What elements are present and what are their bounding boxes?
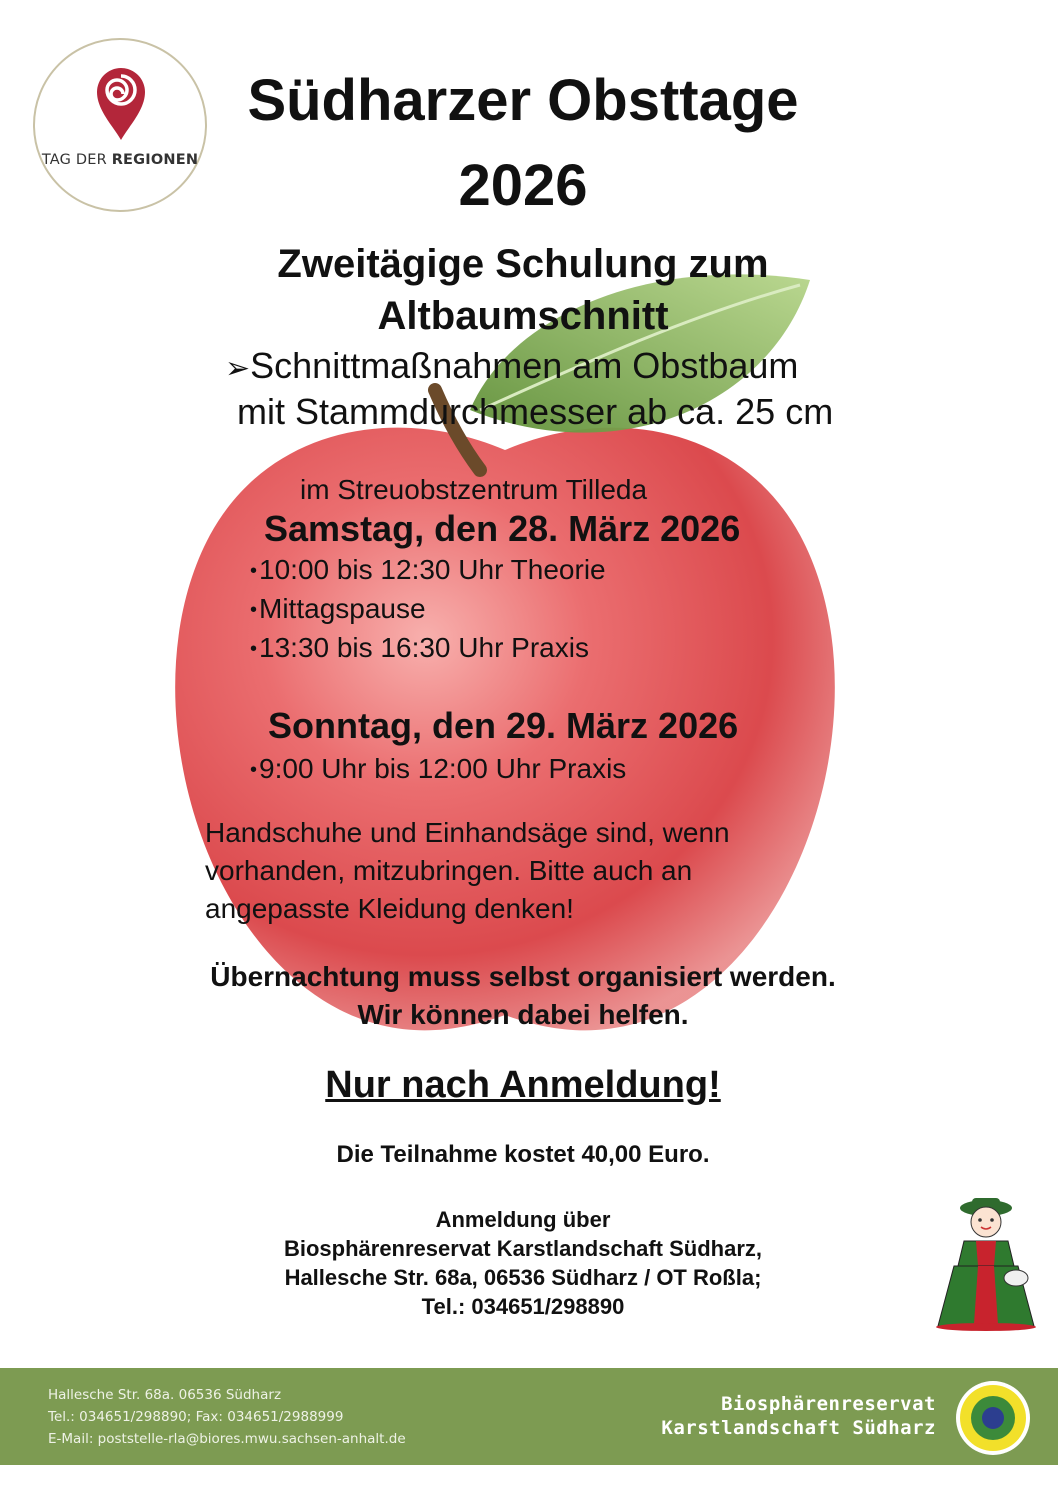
footer-email: E-Mail: poststelle-rla@biores.mwu.sachsen-anhalt.de: [48, 1431, 406, 1447]
registration-contact: Anmeldung über Biosphärenreservat Karstlandschaft Südharz, Hallesche Str. 68a, 06536 Südharz / OT Roßla; Tel.: 034651/298890: [283, 1207, 763, 1319]
day1-schedule: [250, 551, 606, 668]
schedule-item: • Mittagspause: [250, 590, 606, 629]
topic: [225, 343, 925, 435]
overnight-note: Übernachtung muss selbst organisiert werden. Wir können dabei helfen.: [210, 961, 836, 1030]
topic-line: mit Stammdurchmesser ab ca. 25 cm: [237, 391, 834, 433]
location: im Streuobstzentrum Tilleda: [300, 474, 648, 505]
subtitle-line: Zweitägige Schulung zum: [277, 242, 769, 286]
biosphere-reserve-logo-icon: [955, 1380, 1031, 1456]
day2-schedule: [250, 750, 626, 789]
schedule-item: • 9:00 Uhr bis 12:00 Uhr Praxis: [250, 750, 626, 789]
page-title: [0, 68, 1046, 218]
footer-address: Hallesche Str. 68a. 06536 Südharz: [48, 1387, 282, 1403]
subtitle-line: Altbaumschnitt: [377, 294, 669, 338]
title-year: 2026: [458, 153, 588, 218]
subtitle: [0, 238, 1046, 342]
footer-phone: Tel.: 034651/298890; Fax: 034651/2988999: [48, 1409, 344, 1425]
day1-heading: Samstag, den 28. März 2026: [264, 508, 741, 549]
costumed-figure-mascot: [934, 1196, 1039, 1331]
fee-info: Die Teilnahme kostet 40,00 Euro.: [336, 1141, 710, 1168]
footer-bar: [0, 1368, 1058, 1465]
title-line: Südharzer Obsttage: [247, 68, 799, 133]
arrow-bullet-icon: ➢: [225, 352, 251, 385]
schedule-item: • 13:30 bis 16:30 Uhr Praxis: [250, 629, 606, 668]
logo-text: TAG DER REGIONEN: [41, 152, 199, 168]
schedule-item: • 10:00 bis 12:30 Uhr Theorie: [250, 551, 606, 590]
registration-required: Nur nach Anmeldung!: [325, 1064, 721, 1106]
equipment-notes: Handschuhe und Einhandsäge sind, wenn vorhanden, mitzubringen. Bitte auch an angepasste Kleidung denken!: [205, 817, 730, 924]
footer-contact: [48, 1384, 406, 1450]
footer-organization: Biosphärenreservat Karstlandschaft Südharz: [661, 1393, 936, 1439]
day2-heading: Sonntag, den 29. März 2026: [268, 705, 739, 746]
topic-line: ➢Schnittmaßnahmen am Obstbaum: [225, 345, 799, 386]
